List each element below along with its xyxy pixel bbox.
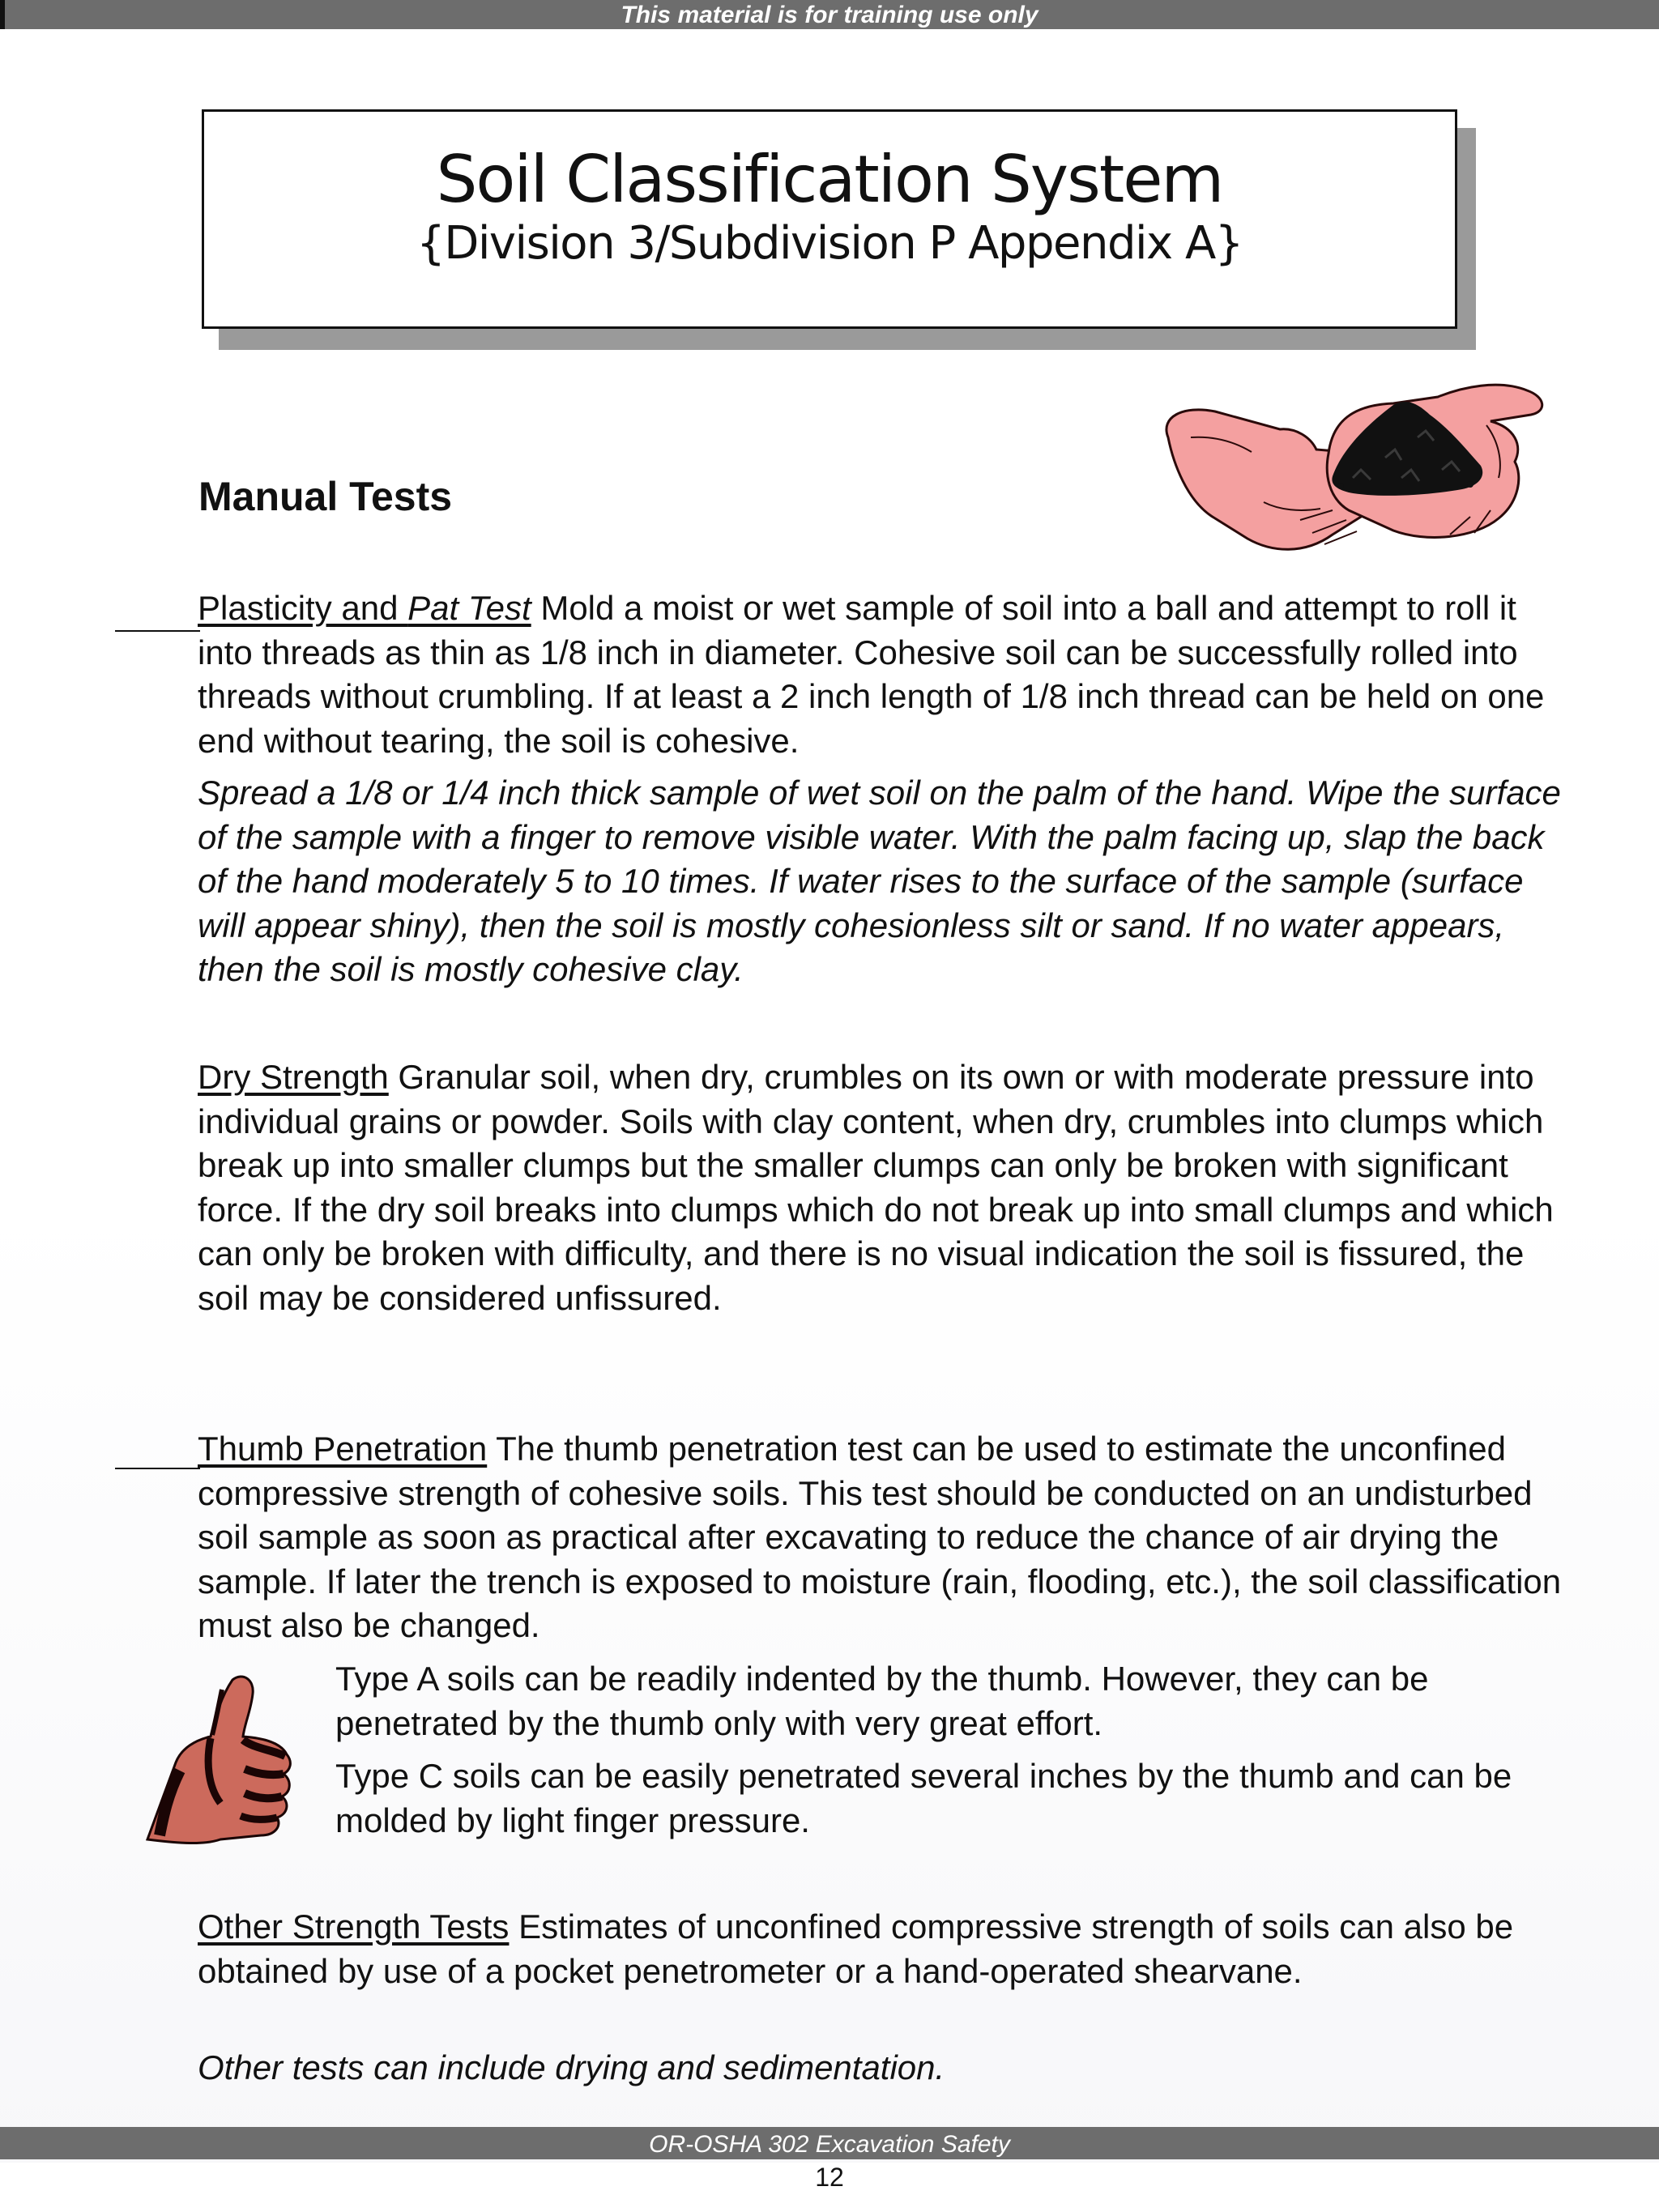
dry-strength-paragraph — [198, 1055, 1575, 1321]
other-strength-label: Other Strength Tests — [198, 1907, 510, 1946]
plasticity-label — [198, 589, 531, 627]
thumb-penetration-label: Thumb Penetration — [198, 1430, 488, 1468]
thumb-penetration-paragraph — [198, 1427, 1575, 1648]
section-heading: Manual Tests — [198, 474, 453, 519]
thumb-penetration-text: The thumb penetration test can be used to estimate the unconfined compressive strength of cohesive soils. This test should be conducted on an undisturbed soil sample as soon as practical after excavating to reduce the chance of air drying the sample. If later the trench is exposed to moisture (rain, flooding, etc.), the soil classification must also be changed. — [198, 1430, 1562, 1645]
page-number: 12 — [815, 2163, 844, 2192]
plasticity-label-text: Plasticity and — [198, 589, 408, 627]
hands-holding-soil-illustration — [1158, 381, 1555, 559]
title-box — [202, 109, 1457, 329]
plasticity-text: Mold a moist or wet sample of soil into a ball and attempt to roll it into threads as thin as 1/8 inch in diameter. Cohesive soil can be successfully rolled into threads without crumbling. If at least a 2 inch length of 1/8 inch thread can be held on one end without tearing, the soil is cohesive. — [198, 589, 1545, 760]
training-notice-bar — [0, 0, 1659, 29]
top-edge-mark — [0, 0, 5, 29]
dry-strength-label: Dry Strength — [198, 1058, 389, 1096]
type-a-description: Type A soils can be readily indented by the thumb. However, they can be penetrated by the thumb only with very great effort. — [335, 1660, 1429, 1742]
plasticity-paragraph — [198, 586, 1575, 763]
other-strength-paragraph — [198, 1905, 1575, 1993]
left-margin-rule — [115, 630, 200, 632]
page-subtitle: {Division 3/Subdivision P Appendix A} — [416, 217, 1243, 270]
other-strength-text: Estimates of unconfined compressive strength of soils can also be obtained by use of a pocket penetrometer or a hand-operated shearvane. — [198, 1907, 1514, 1990]
pat-test-label: Pat Test — [407, 589, 531, 627]
training-notice-text: This material is for training use only — [621, 2, 1038, 28]
other-tests-note: Other tests can include drying and sedimentation. — [198, 2048, 945, 2086]
thumbs-up-illustration — [131, 1673, 301, 1845]
type-c-description: Type C soils can be easily penetrated several inches by the thumb and can be molded by light finger pressure. — [335, 1757, 1512, 1839]
left-margin-rule-2 — [115, 1468, 200, 1469]
footer-course-title: OR-OSHA 302 Excavation Safety — [649, 2131, 1010, 2158]
dry-strength-text: Granular soil, when dry, crumbles on its own or with moderate pressure into individual grains or powder. Soils with clay content, when dry, crumbles into clumps which break up into smaller clumps but the smaller clumps can only be broken with significant force. If the dry soil breaks into clumps which do not break up into small clumps and which can only be broken with difficulty, and there is no visual indication the soil is fissured, the soil may be considered unfissured. — [198, 1058, 1554, 1317]
footer-bar — [0, 2127, 1659, 2159]
page-title: Soil Classification System — [436, 142, 1223, 217]
pat-test-paragraph: Spread a 1/8 or 1/4 inch thick sample of wet soil on the palm of the hand. Wipe the surface of the sample with a finger to remove visible water. With the palm facing up, slap the back of the hand moderately 5 to 10 times. If water rises to the surface of the sample (surface will appear shiny), then the soil is mostly cohesionless silt or sand. If no water appears, then the soil is mostly cohesive clay. — [198, 774, 1561, 989]
